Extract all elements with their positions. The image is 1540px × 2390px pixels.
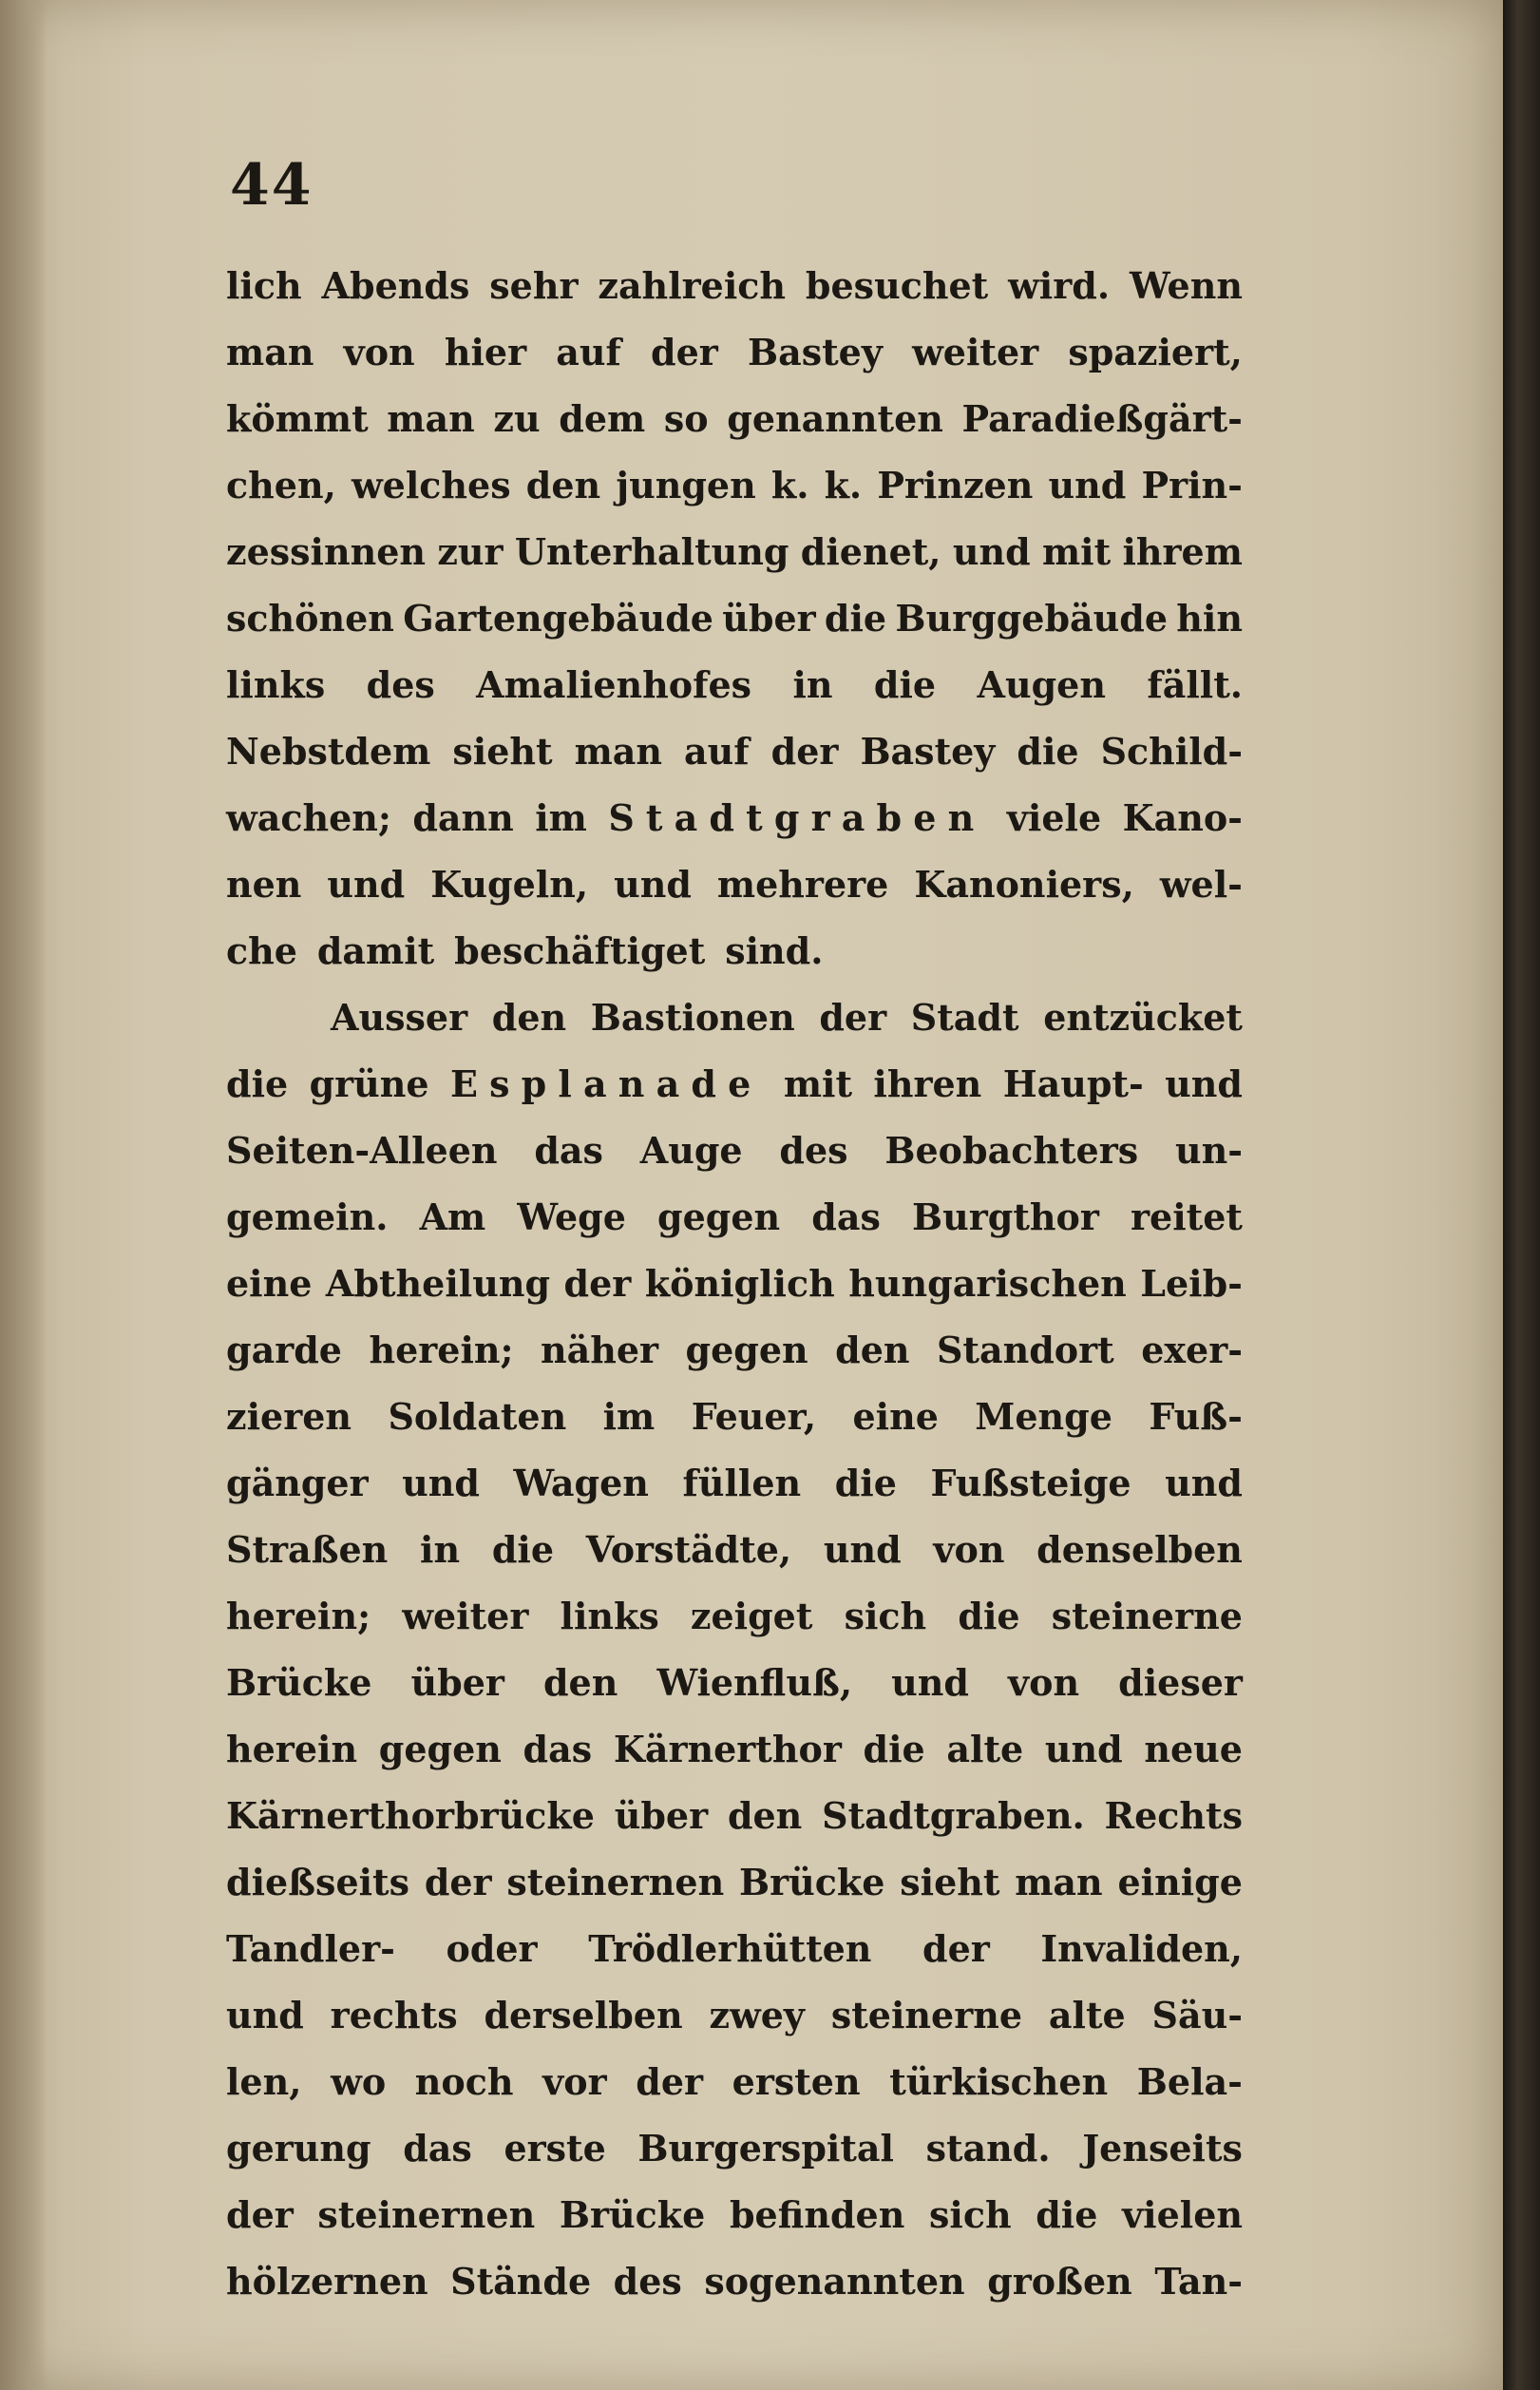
text-line: zessinnen zur Unterhaltung dienet, und mit ihrem [226, 530, 1243, 573]
text-line: Brücke über den Wienfluß, und von dieser [226, 1661, 1243, 1704]
text-line: Ausser den Bastionen der Stadt entzücket [331, 996, 1243, 1039]
page-number: 44 [230, 152, 314, 219]
text-line: und rechts derselben zwey steinerne alte Säu- [226, 1994, 1243, 2036]
text-line: der steinernen Brücke befinden sich die vielen [226, 2193, 1243, 2236]
text-line: herein gegen das Kärnerthor die alte und neue [226, 1728, 1243, 1770]
text-line: Nebstdem sieht man auf der Bastey die Schild- [226, 730, 1243, 773]
text-line: Straßen in die Vorstädte, und von denselben [226, 1528, 1243, 1571]
text-line: chen, welches den jungen k. k. Prinzen und Prin- [226, 464, 1243, 507]
text-line: hölzernen Stände des sogenannten großen Tan- [226, 2260, 1243, 2303]
text-line: lich Abends sehr zahlreich besuchet wird. Wenn [226, 264, 1243, 307]
text-line: che damit beschäftiget sind. [226, 929, 824, 972]
paragraph [226, 985, 1243, 2315]
text-line: herein; weiter links zeiget sich die steinerne [226, 1595, 1243, 1637]
text-line: nen und Kugeln, und mehrere Kanoniers, wel- [226, 863, 1243, 906]
text-line: links des Amalienhofes in die Augen fällt. [226, 663, 1243, 706]
text-line: gemein. Am Wege gegen das Burgthor reitet [226, 1195, 1243, 1238]
text-line: Seiten-Alleen das Auge des Beobachters un- [226, 1129, 1243, 1172]
body-text [226, 253, 1243, 2315]
paragraph [226, 253, 1243, 985]
text-line: gänger und Wagen füllen die Fußsteige und [226, 1462, 1243, 1504]
text-line: man von hier auf der Bastey weiter spaziert, [226, 331, 1243, 373]
text-line: len, wo noch vor der ersten türkischen Bela- [226, 2060, 1243, 2103]
text-line: schönen Gartengebäude über die Burggebäude hin [226, 597, 1243, 640]
text-line: garde herein; näher gegen den Standort exer- [226, 1329, 1243, 1371]
text-line: Tandler- oder Trödlerhütten der Invaliden, [226, 1927, 1243, 1970]
text-line: wachen; dann im Stadtgraben viele Kano- [226, 796, 1243, 839]
book-edge [1503, 0, 1540, 2390]
text-line: kömmt man zu dem so genannten Paradießgärt- [226, 397, 1243, 440]
page-gutter [0, 0, 48, 2390]
text-line: die grüne Esplanade mit ihren Haupt- und [226, 1062, 1243, 1105]
text-line: eine Abtheilung der königlich hungarischen Leib- [226, 1262, 1243, 1305]
text-line: gerung das erste Burgerspital stand. Jenseits [226, 2127, 1243, 2170]
text-line: zieren Soldaten im Feuer, eine Menge Fuß- [226, 1395, 1243, 1438]
text-line: dießseits der steinernen Brücke sieht man einige [226, 1861, 1243, 1903]
text-line: Kärnerthorbrücke über den Stadtgraben. Rechts [226, 1794, 1243, 1837]
